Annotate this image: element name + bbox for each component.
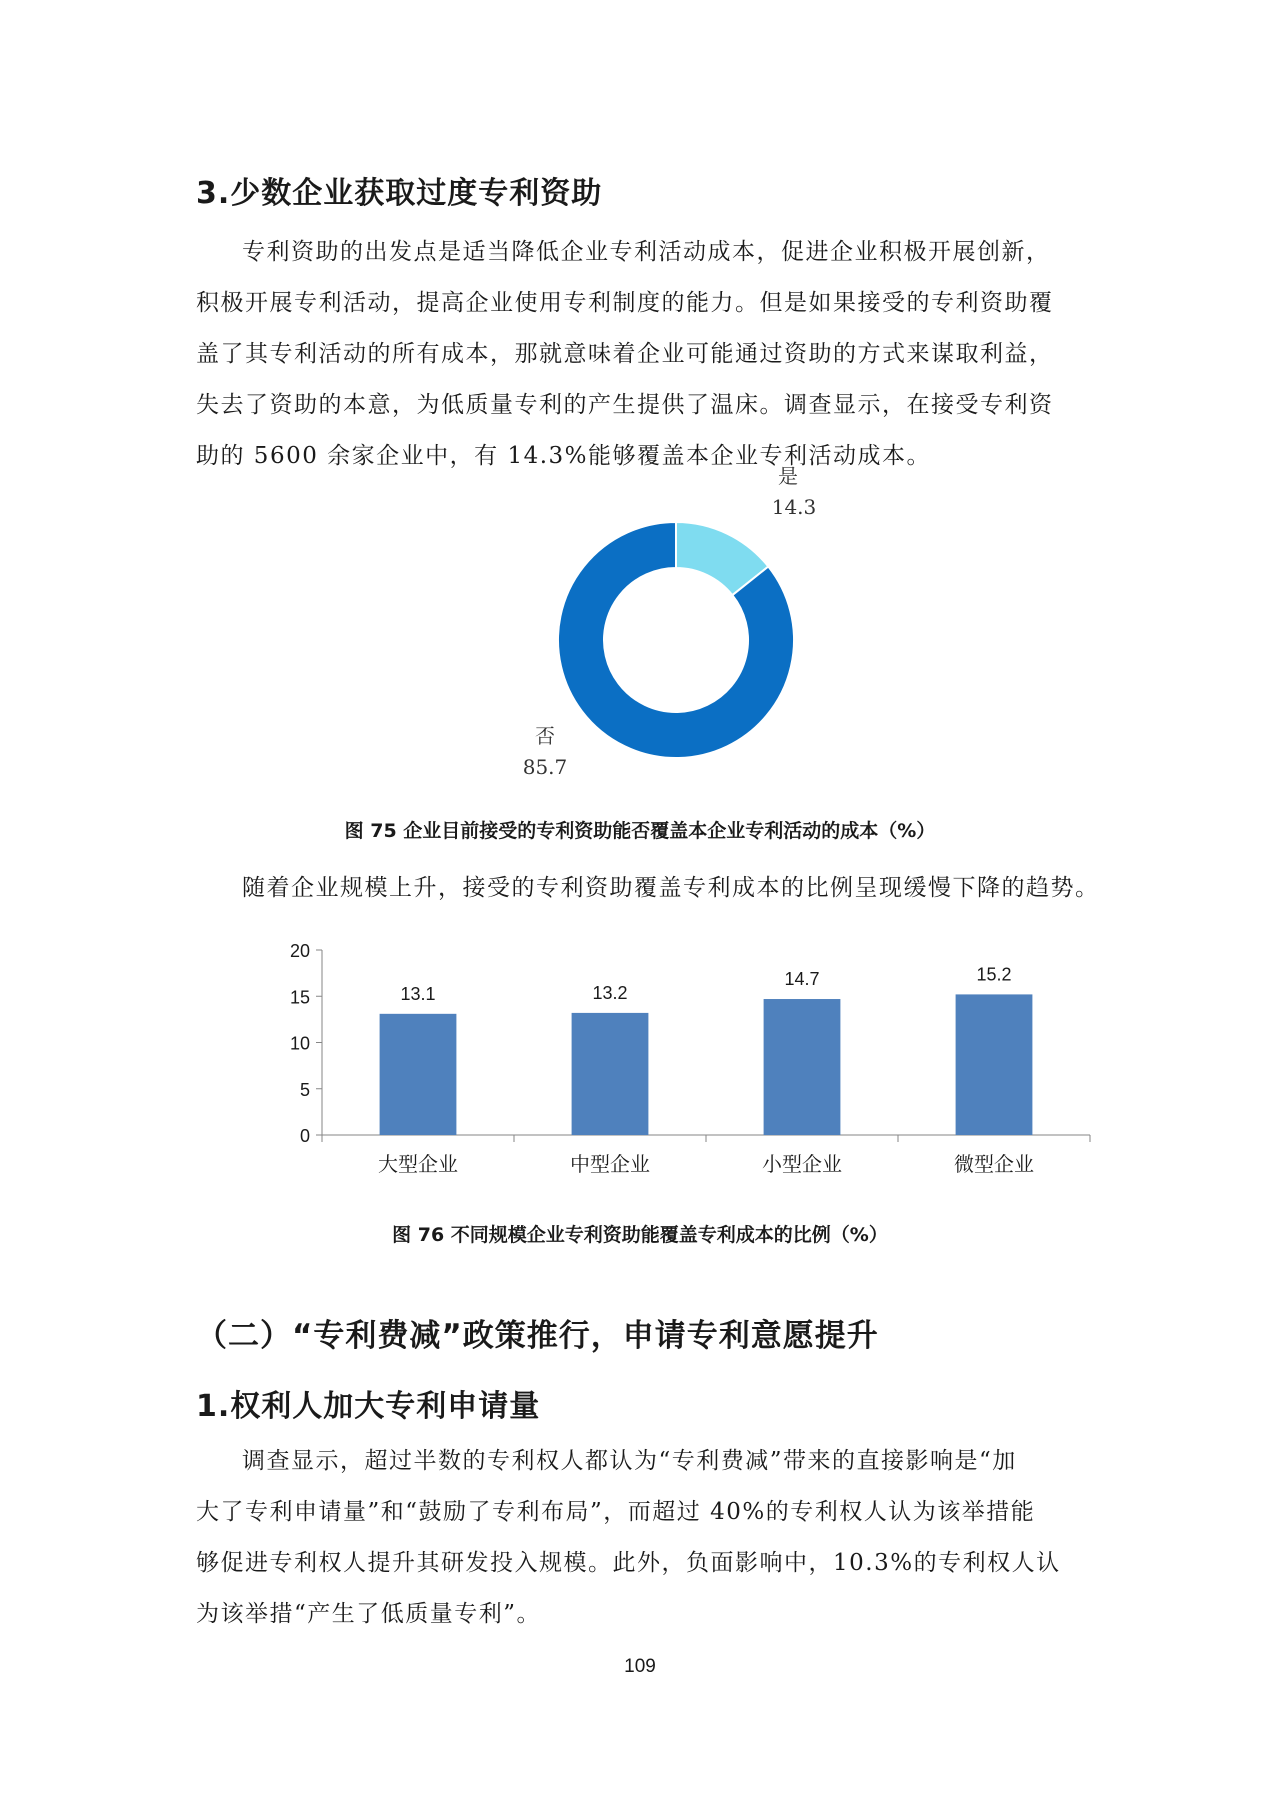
donut-value-label: 85.7 xyxy=(522,755,568,779)
y-tick-label: 0 xyxy=(299,1126,310,1146)
bar-value-label: 15.2 xyxy=(976,964,1012,985)
paragraph-line: 失去了资助的本意，为低质量专利的产生提供了温床。调查显示，在接受专利资 xyxy=(196,392,1054,418)
bar xyxy=(572,1013,649,1135)
x-category-label: 微型企业 xyxy=(954,1154,1034,1176)
bar-value-label: 13.1 xyxy=(400,983,436,1004)
donut-label: 是 xyxy=(778,464,798,488)
paragraph-line: 助的 5600 余家企业中，有 14.3%能够覆盖本企业专利活动成本。 xyxy=(196,443,932,469)
x-category-label: 大型企业 xyxy=(378,1154,458,1176)
paragraph-3 xyxy=(196,1436,1091,1640)
y-tick-label: 5 xyxy=(299,1079,310,1100)
section-heading: 3.少数企业获取过度专利资助 xyxy=(196,176,603,211)
section-heading-2: 1.权利人加大专利申请量 xyxy=(196,1389,541,1424)
paragraph-line: 大了专利申请量”和“鼓励了专利布局”，而超过 40%的专利权人认为该举措能 xyxy=(196,1499,1036,1525)
paragraph-2 xyxy=(196,863,1100,914)
donut-label: 否 xyxy=(535,724,555,748)
bar xyxy=(380,1014,457,1135)
bar-chart xyxy=(0,930,1280,1190)
paragraph-line: 随着企业规模上升，接受的专利资助覆盖专利成本的比例呈现缓慢下降的趋势。 xyxy=(242,875,1100,901)
donut-value-label: 14.3 xyxy=(771,495,817,519)
y-tick-label: 20 xyxy=(289,941,310,961)
paragraph-line: 专利资助的出发点是适当降低企业专利活动成本，促进企业积极开展创新， xyxy=(242,239,1051,265)
page-number: 109 xyxy=(624,1656,656,1677)
figure-76-caption: 图 76 不同规模企业专利资助能覆盖专利成本的比例（%） xyxy=(392,1224,888,1246)
figure-75-caption: 图 75 企业目前接受的专利资助能否覆盖本企业专利活动的成本（%） xyxy=(344,820,936,842)
paragraph-line: 为该举措“产生了低质量专利”。 xyxy=(196,1601,542,1627)
subsection-heading: （二）“专利费减”政策推行，申请专利意愿提升 xyxy=(196,1318,879,1354)
paragraph-line: 积极开展专利活动，提高企业使用专利制度的能力。但是如果接受的专利资助覆 xyxy=(196,290,1054,316)
bar xyxy=(764,999,841,1135)
x-category-label: 小型企业 xyxy=(762,1154,842,1176)
bar-value-label: 13.2 xyxy=(592,982,628,1003)
paragraph-line: 调查显示，超过半数的专利权人都认为“专利费减”带来的直接影响是“加 xyxy=(242,1448,1017,1474)
y-tick-label: 15 xyxy=(289,987,310,1008)
donut-chart xyxy=(0,464,1280,790)
bar xyxy=(956,994,1033,1135)
paragraph-1 xyxy=(196,227,1091,482)
y-tick-label: 10 xyxy=(289,1033,310,1054)
x-category-label: 中型企业 xyxy=(570,1154,650,1176)
paragraph-line: 够促进专利权人提升其研发投入规模。此外，负面影响中，10.3%的专利权人认 xyxy=(196,1550,1061,1576)
paragraph-line: 盖了其专利活动的所有成本，那就意味着企业可能通过资助的方式来谋取利益， xyxy=(196,341,1054,367)
bar-value-label: 14.7 xyxy=(784,969,820,990)
